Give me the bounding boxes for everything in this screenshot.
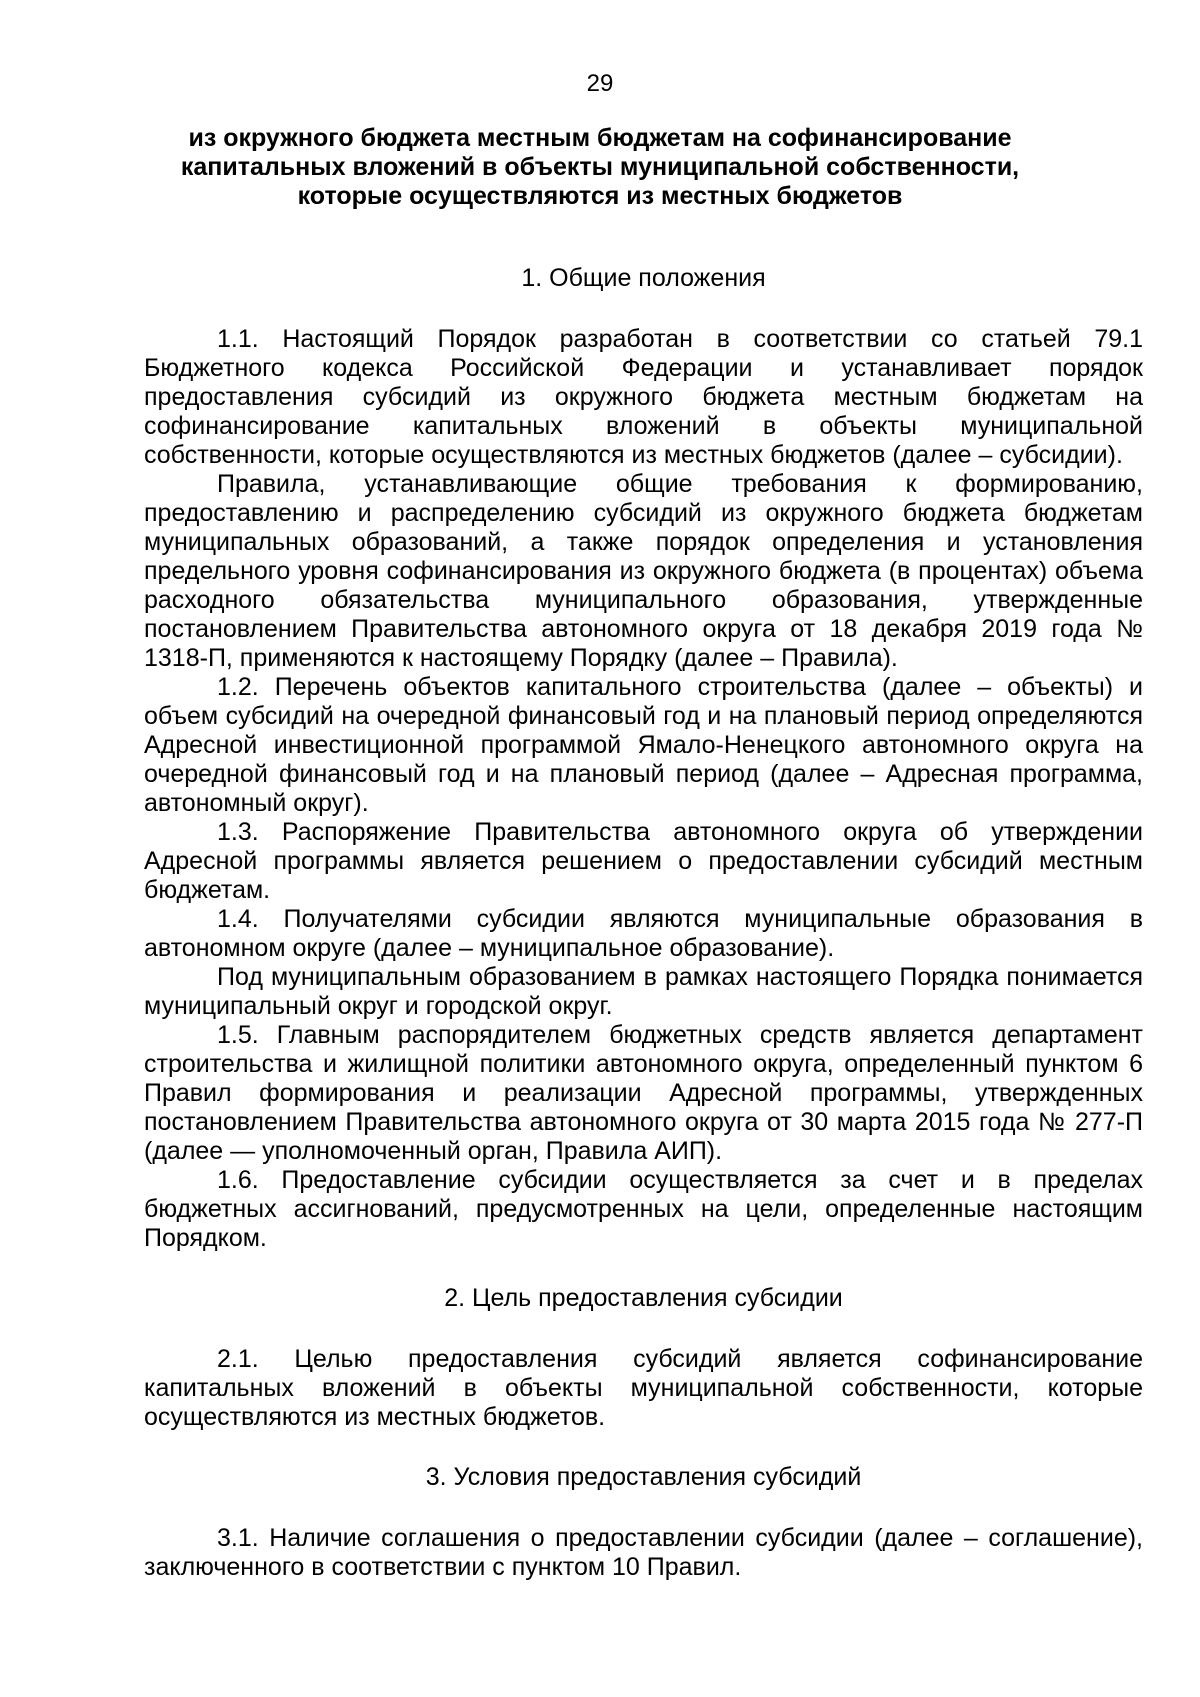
paragraph: 1.4. Получателями субсидии являются муниципальные образования в автономном округе (далее – муниципальное образование). [144,905,1143,962]
paragraph: Правила, устанавливающие общие требования к формированию, предоставлению и распределению субсидий из окружного бюджета бюджетам муниципальных образований, а также порядок определения и установления предельного уровня софинансирования из окружного бюджета (в процентах) объема расходного обязательства муниципального образования, утвержденные постановлением Правительства автономного округа от 18 декабря 2019 года № 1318-П, применяются к настоящему Порядку (далее – Правила). [144,470,1143,672]
title-line: которые осуществляются из местных бюджетов [297,182,903,210]
paragraph: 2.1. Целью предоставления субсидий является софинансирование капитальных вложений в объекты муниципальной собственности, которые осуществляются из местных бюджетов. [144,1345,1143,1431]
section-heading: 2. Цель предоставления субсидии [444,1284,843,1312]
document-body [144,264,1143,1582]
title-line: из окружного бюджета местным бюджетам на софинансирование [188,124,1012,152]
paragraph: 1.6. Предоставление субсидии осуществляется за счет и в пределах бюджетных ассигнований, предусмотренных на цели, определенные настоящим Порядком. [144,1166,1143,1252]
paragraph: 1.1. Настоящий Порядок разработан в соответствии со статьей 79.1 Бюджетного кодекса Российской Федерации и устанавливает порядок предоставления субсидий из окружного бюджета местным бюджетам на софинансирование капитальных вложений в объекты муниципальной собственности, которые осуществляются из местных бюджетов (далее – субсидии). [144,325,1143,469]
paragraph: Под муниципальным образованием в рамках настоящего Порядка понимается муниципальный округ и городской округ. [144,963,1143,1020]
paragraph: 1.5. Главным распорядителем бюджетных средств является департамент строительства и жилищной политики автономного округа, определенный пунктом 6 Правил формирования и реализации Адресной программы, утвержденных постановлением Правительства автономного округа от 30 марта 2015 года № 277-П (далее — уполномоченный орган, Правила АИП). [144,1021,1143,1165]
paragraph: 1.3. Распоряжение Правительства автономного округа об утверждении Адресной программы является решением о предоставлении субсидий местным бюджетам. [144,818,1143,904]
page-number: 29 [586,70,614,97]
section-heading: 1. Общие положения [521,264,766,292]
paragraph: 1.2. Перечень объектов капитального строительства (далее – объекты) и объем субсидий на очередной финансовый год и на плановый период определяются Адресной инвестиционной программой Ямало-Ненецкого автономного округа на очередной финансовый год и на плановый период (далее – Адресная программа, автономный округ). [144,673,1143,817]
paragraph: 3.1. Наличие соглашения о предоставлении субсидии (далее – соглашение), заключенного в соответствии с пунктом 10 Правил. [144,1524,1143,1581]
section-heading: 3. Условия предоставления субсидий [425,1463,862,1491]
title-line: капитальных вложений в объекты муниципальной собственности, [180,153,1020,181]
document-title [150,124,1050,211]
